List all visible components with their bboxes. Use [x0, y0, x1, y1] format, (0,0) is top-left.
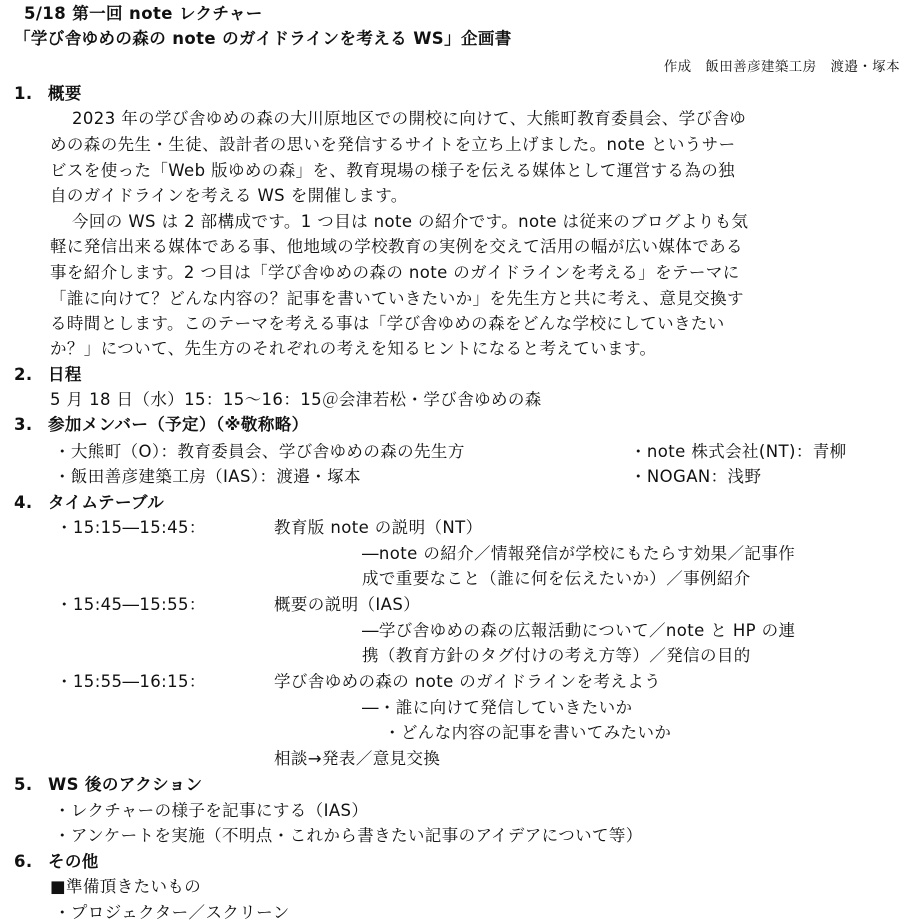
section-number: 3.: [14, 415, 33, 434]
section-heading-other: [14, 851, 99, 873]
timetable-time: ・15:15―15:45：: [56, 518, 206, 537]
section-title: WS 後のアクション: [48, 775, 203, 794]
overview-paragraph-line: る時間とします。このテーマを考える事は「学び舎ゆめの森をどんな学校にしていきたい: [50, 314, 725, 333]
section-heading-overview: [14, 83, 82, 105]
section-title: タイムテーブル: [48, 493, 165, 512]
member-item: ・note 株式会社(NT)：青柳: [630, 442, 847, 461]
action-item: ・アンケートを実施（不明点・これから書きたい記事のアイデアについて等）: [54, 826, 643, 845]
section-number: 4.: [14, 493, 33, 512]
member-item: ・NOGAN：浅野: [630, 467, 762, 486]
section-number: 5.: [14, 775, 33, 794]
timetable-detail: 成で重要なこと（誰に何を伝えたいか）／事例紹介: [362, 569, 751, 588]
overview-paragraph-line: 「誰に向けて？どんな内容の？記事を書いていきたいか」を先生方と共に考え、意見交換す: [50, 289, 744, 308]
member-item: ・大熊町（O）：教育委員会、学び舎ゆめの森の先生方: [54, 442, 465, 461]
timetable-extra: 相談→発表／意見交換: [274, 749, 441, 768]
section-title: その他: [48, 852, 99, 871]
timetable-detail: 携（教育方針のタグ付けの考え方等）／発信の目的: [362, 646, 751, 665]
section-number: 6.: [14, 852, 33, 871]
timetable-item: 学び舎ゆめの森の note のガイドラインを考えよう: [274, 672, 662, 691]
section-heading-timetable: [14, 492, 164, 514]
timetable-time: ・15:55―16:15：: [56, 672, 206, 691]
timetable-detail: ―学び舎ゆめの森の広報活動について／note と HP の連: [362, 621, 796, 640]
section-heading-members: [14, 414, 309, 436]
section-title: 概要: [48, 84, 82, 103]
timetable-detail: ―note の紹介／情報発信が学校にもたらす効果／記事作: [362, 544, 796, 563]
timetable-time: ・15:45―15:55：: [56, 595, 206, 614]
overview-paragraph-line: 2023 年の学び舎ゆめの森の大川原地区での開校に向けて、大熊町教育委員会、学び舎ゆ: [72, 109, 747, 128]
section-title: 日程: [48, 365, 82, 384]
overview-paragraph-line: 今回の WS は 2 部構成です。1 つ目は note の紹介です。note は従来のブログよりも気: [72, 212, 749, 231]
section-number: 1.: [14, 84, 33, 103]
document-title: 「学び舎ゆめの森の note のガイドラインを考える WS」企画書: [14, 29, 512, 48]
timetable-detail: ―・誰に向けて発信していきたいか: [362, 698, 633, 717]
overview-paragraph-line: 軽に発信出来る媒体である事、他地域の学校教育の実例を交えて活用の幅が広い媒体である: [50, 237, 743, 256]
section-title: 参加メンバー（予定）（※敬称略）: [48, 415, 309, 434]
document-date-title: 5/18 第一回 note レクチャー: [24, 4, 263, 23]
overview-paragraph-line: 自のガイドラインを考える WS を開催します。: [50, 186, 408, 205]
action-item: ・レクチャーの様子を記事にする（IAS）: [54, 801, 369, 820]
timetable-item: 教育版 note の説明（NT）: [274, 518, 483, 537]
section-heading-schedule: [14, 364, 82, 386]
schedule-text: 5 月 18 日（水）15：15～16：15＠会津若松・学び舎ゆめの森: [50, 390, 542, 409]
other-item: ・プロジェクター／スクリーン: [54, 903, 290, 922]
other-subheading: ■準備頂きたいもの: [50, 877, 202, 896]
section-heading-actions: [14, 774, 203, 796]
overview-paragraph-line: 事を紹介します。2 つ目は「学び舎ゆめの森の note のガイドラインを考える」をテーマに: [50, 263, 740, 282]
overview-paragraph-line: か？」について、先生方のそれぞれの考えを知るヒントになると考えています。: [50, 339, 657, 358]
timetable-item: 概要の説明（IAS）: [274, 595, 421, 614]
member-item: ・飯田善彦建築工房（IAS）：渡邉・塚本: [54, 467, 361, 486]
overview-paragraph-line: ビスを使った「Web 版ゆめの森」を、教育現場の様子を伝える媒体として運営する為の独: [50, 161, 736, 180]
timetable-detail: ・どんな内容の記事を書いてみたいか: [384, 723, 672, 742]
document-author: 作成 飯田善彦建築工房 渡邉・塚本: [663, 59, 900, 75]
overview-paragraph-line: めの森の先生・生徒、設計者の思いを発信するサイトを立ち上げました。note というサー: [50, 135, 736, 154]
section-number: 2.: [14, 365, 33, 384]
